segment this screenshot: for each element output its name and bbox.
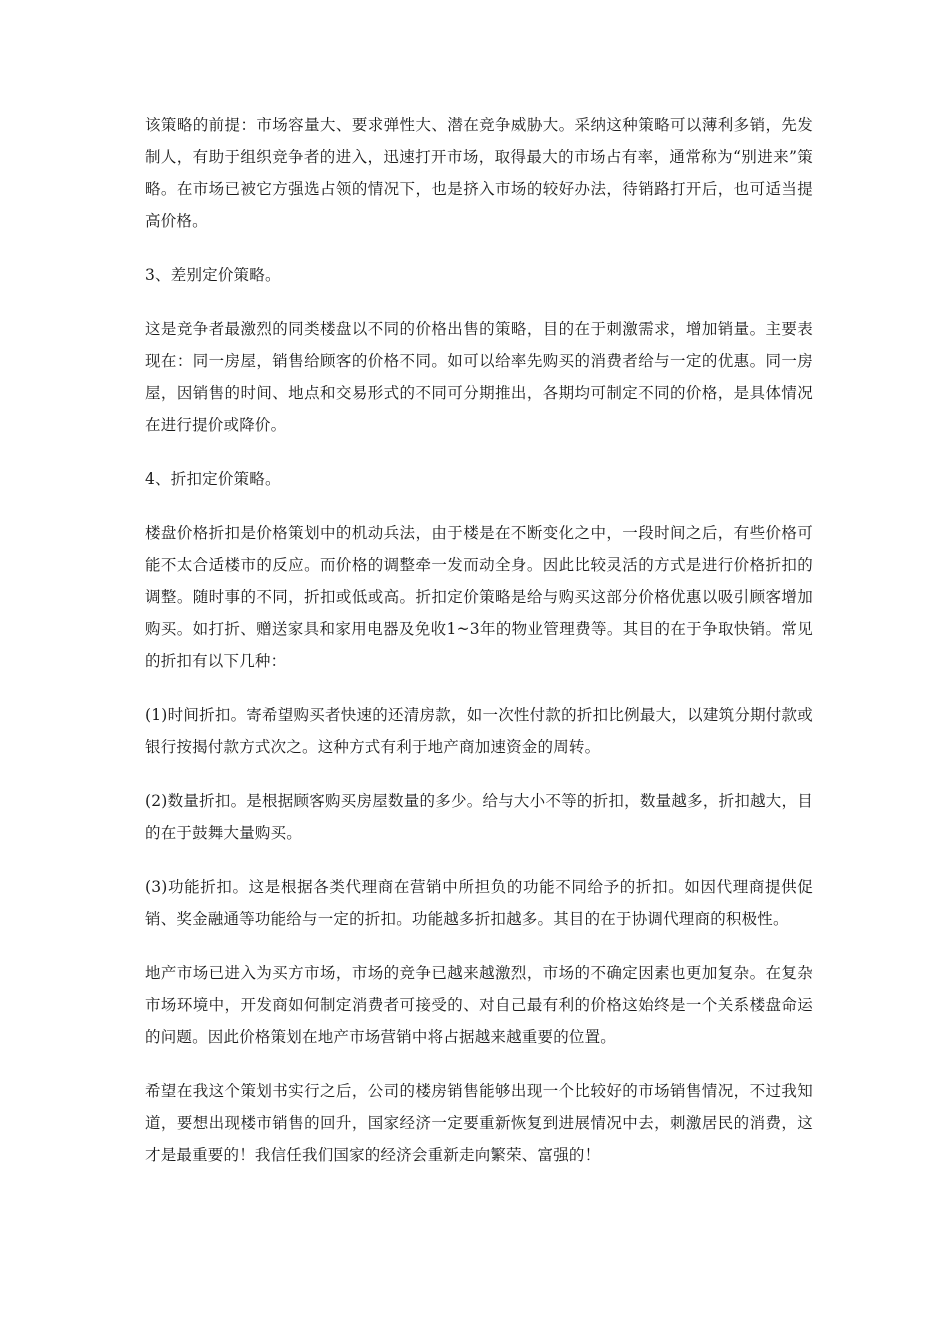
paragraph-strategy-premise: 该策略的前提：市场容量大、要求弹性大、潜在竞争威胁大。采纳这种策略可以薄利多销，先发制人，有助于组织竞争者的进入，迅速打开市场，取得最大的市场占有率，通常称为“别进来”策略。在市场已被它方强选占领的情况下，也是挤入市场的较好办法，待销路打开后，也可适当提高价格。 — [145, 116, 813, 230]
paragraph-differential-pricing: 这是竞争者最激烈的同类楼盘以不同的价格出售的策略，目的在于刺激需求，增加销量。主要表现在：同一房屋，销售给顾客的价格不同。如可以给率先购买的消费者给与一定的优惠。同一房屋，因销售的时间、地点和交易形式的不同可分期推出，各期均可制定不同的价格，是具体情况在进行提价或降价。 — [145, 320, 813, 434]
paragraph-closing-hope: 希望在我这个策划书实行之后，公司的楼房销售能够出现一个比较好的市场销售情况，不过我知道，要想出现楼市销售的回升，国家经济一定要重新恢复到进展情况中去，刺激居民的消费，这才是最重要的！我信任我们国家的经济会重新走向繁荣、富强的！ — [145, 1082, 813, 1164]
heading-differential-pricing: 3、差别定价策略。 — [145, 266, 281, 284]
document-body — [145, 109, 813, 1193]
heading-discount-pricing: 4、折扣定价策略。 — [145, 470, 281, 488]
paragraph-time-discount: (1)时间折扣。寄希望购买者快速的还清房款，如一次性付款的折扣比例最大，以建筑分期付款或银行按揭付款方式次之。这种方式有利于地产商加速资金的周转。 — [145, 706, 813, 756]
paragraph-function-discount: (3)功能折扣。这是根据各类代理商在营销中所担负的功能不同给予的折扣。如因代理商提供促销、奖金融通等功能给与一定的折扣。功能越多折扣越多。其目的在于协调代理商的积极性。 — [145, 878, 813, 928]
paragraph-discount-pricing: 楼盘价格折扣是价格策划中的机动兵法，由于楼是在不断变化之中，一段时间之后，有些价格可能不太合适楼市的反应。而价格的调整牵一发而动全身。因此比较灵活的方式是进行价格折扣的调整。随时事的不同，折扣或低或高。折扣定价策略是给与购买这部分价格优惠以吸引顾客增加购买。如打折、赠送家具和家用电器及免收1~3年的物业管理费等。其目的在于争取快销。常见的折扣有以下几种： — [145, 524, 813, 670]
paragraph-quantity-discount: (2)数量折扣。是根据顾客购买房屋数量的多少。给与大小不等的折扣，数量越多，折扣越大，目的在于鼓舞大量购买。 — [145, 792, 813, 842]
paragraph-market-summary: 地产市场已进入为买方市场，市场的竞争已越来越激烈，市场的不确定因素也更加复杂。在复杂市场环境中，开发商如何制定消费者可接受的、对自己最有利的价格这始终是一个关系楼盘命运的问题。因此价格策划在地产市场营销中将占据越来越重要的位置。 — [145, 964, 813, 1046]
